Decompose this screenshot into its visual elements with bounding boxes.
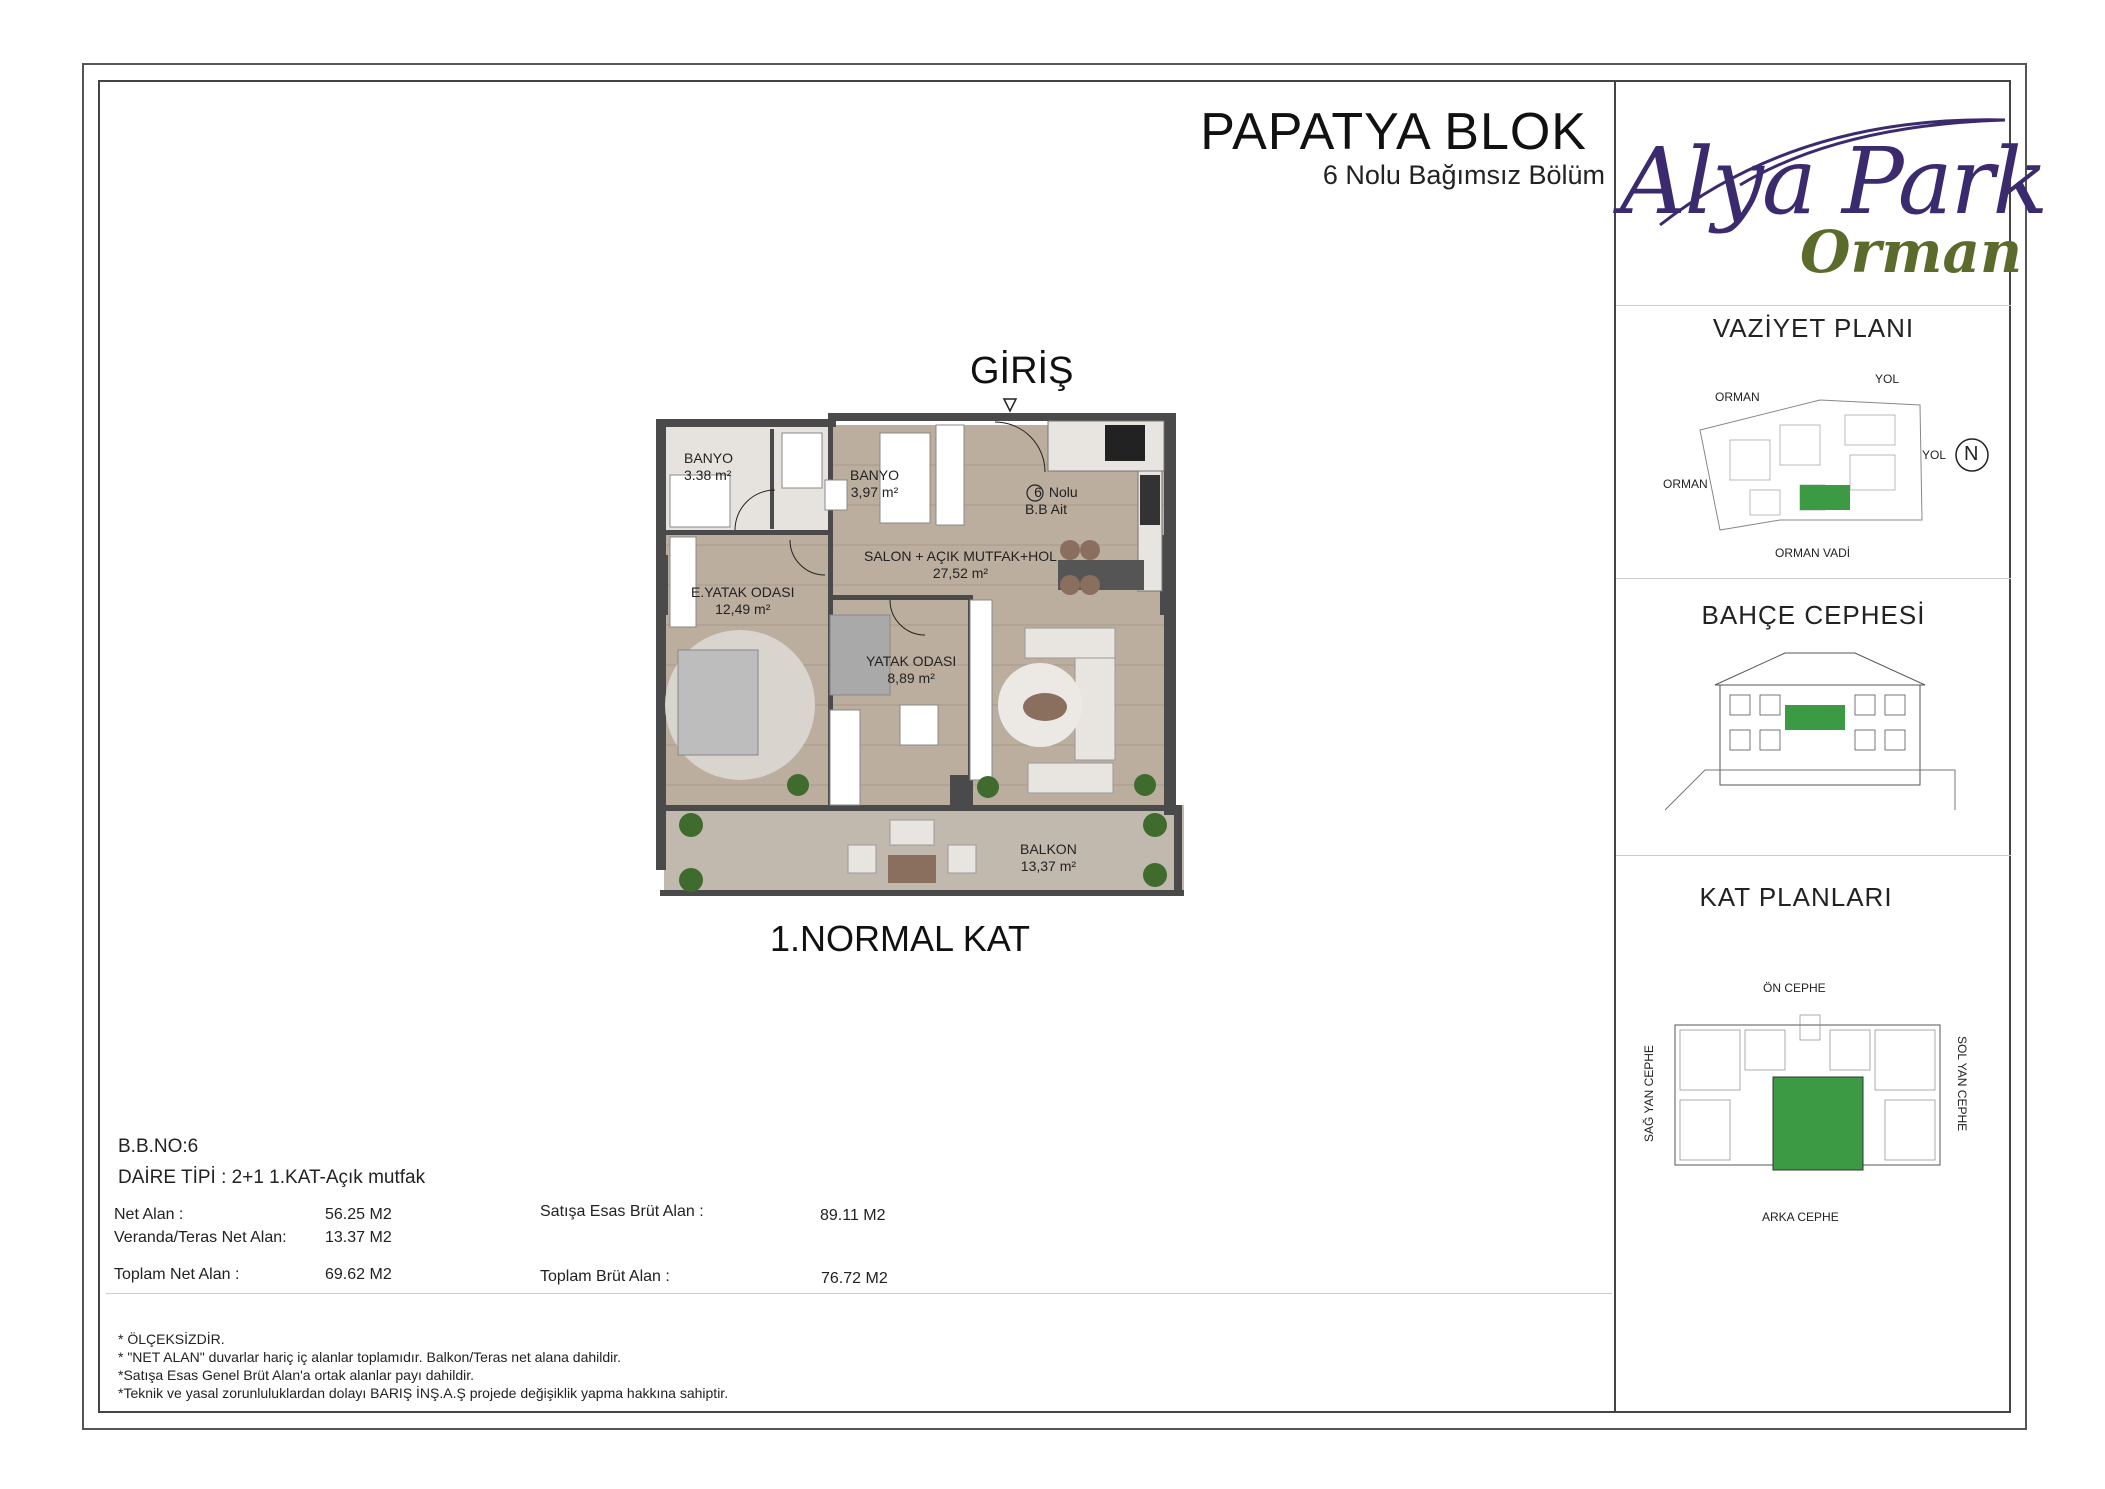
site-label-orman-vadi: ORMAN VADİ (1775, 546, 1851, 560)
sale-gross-area-value: 89.11 M2 (820, 1207, 886, 1224)
site-plan-drawing (1660, 370, 1990, 560)
total-gross-area-label: Toplam Brüt Alan : (540, 1268, 670, 1285)
room-label-ebeveyn-yatak: E.YATAK ODASI 12,49 m² (691, 584, 795, 617)
unit-subtitle: 6 Nolu Bağımsız Bölüm (1322, 160, 1605, 190)
room-label-salon: SALON + AÇIK MUTFAK+HOL 27,52 m² (864, 548, 1057, 581)
note-line: *Satışa Esas Genel Brüt Alan'a ortak alanlar payı dahildir. (118, 1367, 474, 1383)
site-label-orman-top: ORMAN (1715, 390, 1760, 404)
note-line: * ÖLÇEKSİZDİR. (118, 1331, 225, 1347)
floor-plans-heading: KAT PLANLARI (1699, 882, 1893, 912)
unit-type: DAİRE TİPİ : 2+1 1.KAT-Açık mutfak (118, 1167, 426, 1188)
site-label-orman-left: ORMAN (1663, 477, 1708, 491)
bb-number: B.B.NO:6 (118, 1136, 199, 1157)
garden-facade-heading: BAHÇE CEPHESİ (1701, 600, 1926, 630)
sale-gross-area-label: Satışa Esas Brüt Alan : (540, 1203, 704, 1220)
sidebar-divider (1614, 80, 1616, 1413)
net-area-label: Net Alan : (114, 1206, 184, 1223)
entrance-label: GİRİŞ (970, 350, 1074, 392)
site-label-yol-right: YOL (1922, 448, 1947, 462)
unit-tag-number: 6 (1034, 484, 1042, 500)
veranda-area-value: 13.37 M2 (325, 1229, 392, 1246)
floor-plans-label-left-side: SOL YAN CEPHE (1955, 1036, 1969, 1132)
net-area-value: 56.25 M2 (325, 1206, 392, 1223)
note-line: * "NET ALAN" duvarlar hariç iç alanlar toplamıdır. Balkon/Teras net alana dahildir. (118, 1349, 622, 1365)
floor-plans-label-front: ÖN CEPHE (1763, 981, 1826, 995)
room-label-balkon: BALKON 13,37 m² (1020, 841, 1077, 874)
room-label-banyo-1: BANYO 3.38 m² (684, 450, 734, 483)
garden-facade-drawing (1665, 645, 1965, 815)
note-line: *Teknik ve yasal zorunluluklardan dolayı BARIŞ İNŞ.A.Ş projede değişiklik yapma hakkına sahiptir. (118, 1385, 729, 1401)
floor-plans-drawing (1670, 1005, 1945, 1175)
total-gross-area-value: 76.72 M2 (821, 1270, 888, 1287)
floor-plans-label-right-side: SAĞ YAN CEPHE (1642, 1045, 1656, 1142)
north-arrow-icon: N (1964, 443, 1979, 465)
floor-label: 1.NORMAL KAT (770, 918, 1031, 959)
site-plan-heading: VAZİYET PLANI (1712, 313, 1915, 343)
sidebar-separator (1616, 855, 2011, 856)
logo-text-orman: Orman (1800, 218, 2023, 286)
total-net-area-label: Toplam Net Alan : (114, 1266, 240, 1283)
total-net-area-value: 69.62 M2 (325, 1266, 392, 1283)
veranda-area-label: Veranda/Teras Net Alan: (114, 1229, 287, 1246)
room-label-yatak: YATAK ODASI 8,89 m² (866, 653, 957, 686)
logo-text-alya-park: Alya Park (1620, 128, 2047, 235)
unit-tag-label: 6 Nolu B.B Ait (1025, 484, 1078, 517)
room-label-banyo-2: BANYO 3,97 m² (850, 467, 900, 500)
floor-plans-label-back: ARKA CEPHE (1762, 1210, 1839, 1224)
sidebar-separator (1616, 305, 2011, 306)
info-separator (106, 1293, 1612, 1294)
block-title: PAPATYA BLOK (1200, 103, 1587, 161)
site-label-yol-top: YOL (1875, 372, 1900, 386)
sidebar-separator (1616, 578, 2011, 579)
